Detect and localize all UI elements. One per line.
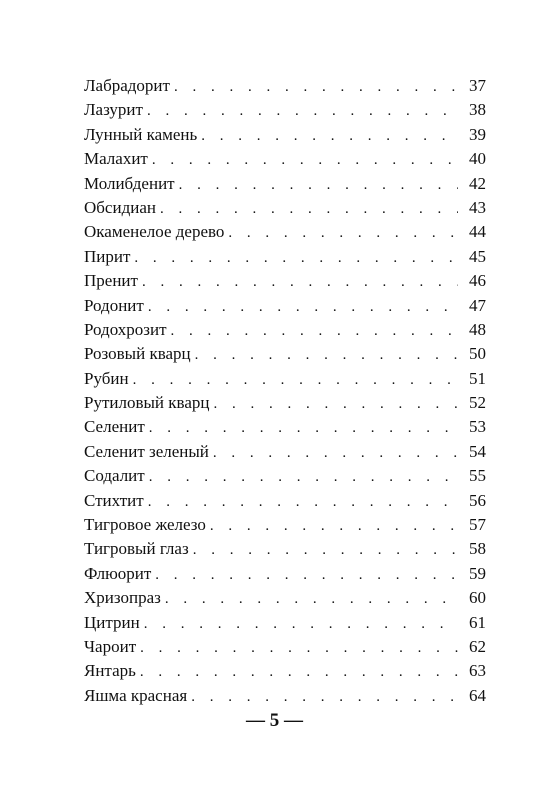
toc-entry-page: 46 xyxy=(469,271,486,291)
toc-entry-tiger-eye[interactable] xyxy=(84,537,486,561)
toc-entry-rose-quartz[interactable] xyxy=(84,342,486,366)
toc-entry-page: 53 xyxy=(469,417,486,437)
toc-entry-page: 54 xyxy=(469,441,486,461)
toc-entry-labradorite[interactable] xyxy=(84,74,486,98)
toc-entry-page: 37 xyxy=(469,76,486,95)
toc-entry-title: Родохрозит xyxy=(84,319,167,339)
toc-entry-title: Рутиловый кварц xyxy=(84,393,210,413)
toc-entry-title: Молибденит xyxy=(84,173,175,193)
toc-entry-pyrite[interactable] xyxy=(84,245,486,269)
toc-entry-page: 59 xyxy=(469,563,486,583)
toc-entry-title: Лабрадорит xyxy=(84,76,170,95)
dot-leader xyxy=(149,465,458,489)
toc-entry-title: Лазурит xyxy=(84,100,143,120)
dot-leader xyxy=(142,270,458,294)
toc-entry-page: 50 xyxy=(469,344,486,364)
toc-entry-tiger-iron[interactable] xyxy=(84,513,486,537)
toc-entry-page: 47 xyxy=(469,295,486,315)
toc-entry-petrified-wood[interactable] xyxy=(84,220,486,244)
toc-entry-page: 60 xyxy=(469,588,486,608)
dot-leader xyxy=(149,416,458,440)
dot-leader xyxy=(133,368,458,392)
toc-entry-title: Пирит xyxy=(84,246,131,266)
toc-entry-red-jasper[interactable] xyxy=(84,684,486,708)
toc-entry-title: Хризопраз xyxy=(84,588,161,608)
toc-entry-title: Розовый кварц xyxy=(84,344,191,364)
toc-entry-molybdenite[interactable] xyxy=(84,172,486,196)
toc-entry-title: Тигровый глаз xyxy=(84,539,189,559)
toc-entry-title: Янтарь xyxy=(84,661,136,681)
toc-entry-page: 57 xyxy=(469,515,486,535)
toc-entry-citrine[interactable] xyxy=(84,611,486,635)
toc-entry-page: 40 xyxy=(469,149,486,169)
toc-entry-fluorite[interactable] xyxy=(84,562,486,586)
toc-entry-page: 51 xyxy=(469,368,486,388)
toc-entry-title: Рубин xyxy=(84,368,129,388)
toc-entry-page: 56 xyxy=(469,490,486,510)
toc-entry-selenite[interactable] xyxy=(84,415,486,439)
dot-leader xyxy=(140,636,458,660)
toc-entry-moonstone[interactable] xyxy=(84,123,486,147)
dot-leader xyxy=(140,660,458,684)
toc-entry-page: 58 xyxy=(469,539,486,559)
toc-entry-page: 63 xyxy=(469,661,486,681)
page-number: — 5 — xyxy=(246,710,303,731)
toc-entry-chrysoprase[interactable] xyxy=(84,586,486,610)
toc-entry-rutilated-quartz[interactable] xyxy=(84,391,486,415)
table-of-contents xyxy=(84,74,486,708)
toc-entry-green-selenite[interactable] xyxy=(84,440,486,464)
dot-leader xyxy=(148,295,458,319)
toc-entry-title: Окаменелое дерево xyxy=(84,222,225,242)
toc-entry-title: Флюорит xyxy=(84,563,152,583)
toc-entry-title: Родонит xyxy=(84,295,144,315)
toc-entry-title: Содалит xyxy=(84,466,145,486)
toc-entry-malachite[interactable] xyxy=(84,147,486,171)
toc-entry-page: 64 xyxy=(469,685,486,705)
dot-leader xyxy=(191,685,458,709)
dot-leader xyxy=(210,514,458,538)
toc-entry-page: 39 xyxy=(469,124,486,144)
toc-entry-sodalite[interactable] xyxy=(84,464,486,488)
toc-entry-title: Малахит xyxy=(84,149,148,169)
toc-entry-page: 48 xyxy=(469,319,486,339)
toc-entry-title: Селенит xyxy=(84,417,145,437)
toc-entry-rhodonite[interactable] xyxy=(84,294,486,318)
toc-entry-prehnite[interactable] xyxy=(84,269,486,293)
dot-leader xyxy=(152,148,458,172)
toc-entry-page: 61 xyxy=(469,612,486,632)
toc-entry-page: 55 xyxy=(469,466,486,486)
dot-leader xyxy=(165,587,458,611)
toc-entry-page: 43 xyxy=(469,197,486,217)
dot-leader xyxy=(144,612,458,636)
toc-entry-title: Яшма красная xyxy=(84,685,188,705)
toc-entry-charoite[interactable] xyxy=(84,635,486,659)
toc-entry-page: 45 xyxy=(469,246,486,266)
toc-entry-title: Стихтит xyxy=(84,490,144,510)
dot-leader xyxy=(213,392,458,416)
dot-leader xyxy=(201,124,458,148)
dot-leader xyxy=(155,563,458,587)
dot-leader xyxy=(134,246,458,270)
toc-entry-title: Чароит xyxy=(84,636,137,656)
dot-leader xyxy=(228,221,458,245)
dot-leader xyxy=(213,441,458,465)
dot-leader xyxy=(193,538,458,562)
toc-entry-title: Пренит xyxy=(84,271,138,291)
dot-leader xyxy=(148,490,458,514)
toc-entry-title: Селенит зеленый xyxy=(84,441,209,461)
toc-entry-stichtite[interactable] xyxy=(84,489,486,513)
toc-entry-page: 52 xyxy=(469,393,486,413)
toc-entry-title: Лунный камень xyxy=(84,124,198,144)
toc-entry-amber[interactable] xyxy=(84,659,486,683)
toc-entry-page: 62 xyxy=(469,636,486,656)
toc-entry-rhodochrosite[interactable] xyxy=(84,318,486,342)
toc-entry-title: Тигровое железо xyxy=(84,515,206,535)
dot-leader xyxy=(174,75,458,99)
dot-leader xyxy=(179,173,458,197)
toc-entry-page: 42 xyxy=(469,173,486,193)
toc-entry-title: Цитрин xyxy=(84,612,140,632)
dot-leader xyxy=(171,319,458,343)
toc-entry-obsidian[interactable] xyxy=(84,196,486,220)
dot-leader xyxy=(147,99,458,123)
toc-entry-ruby[interactable] xyxy=(84,367,486,391)
toc-entry-title: Обсидиан xyxy=(84,197,156,217)
toc-entry-page: 44 xyxy=(469,222,486,242)
toc-entry-lapis-lazuli[interactable] xyxy=(84,98,486,122)
dot-leader xyxy=(195,343,458,367)
dot-leader xyxy=(160,197,458,221)
toc-entry-page: 38 xyxy=(469,100,486,120)
